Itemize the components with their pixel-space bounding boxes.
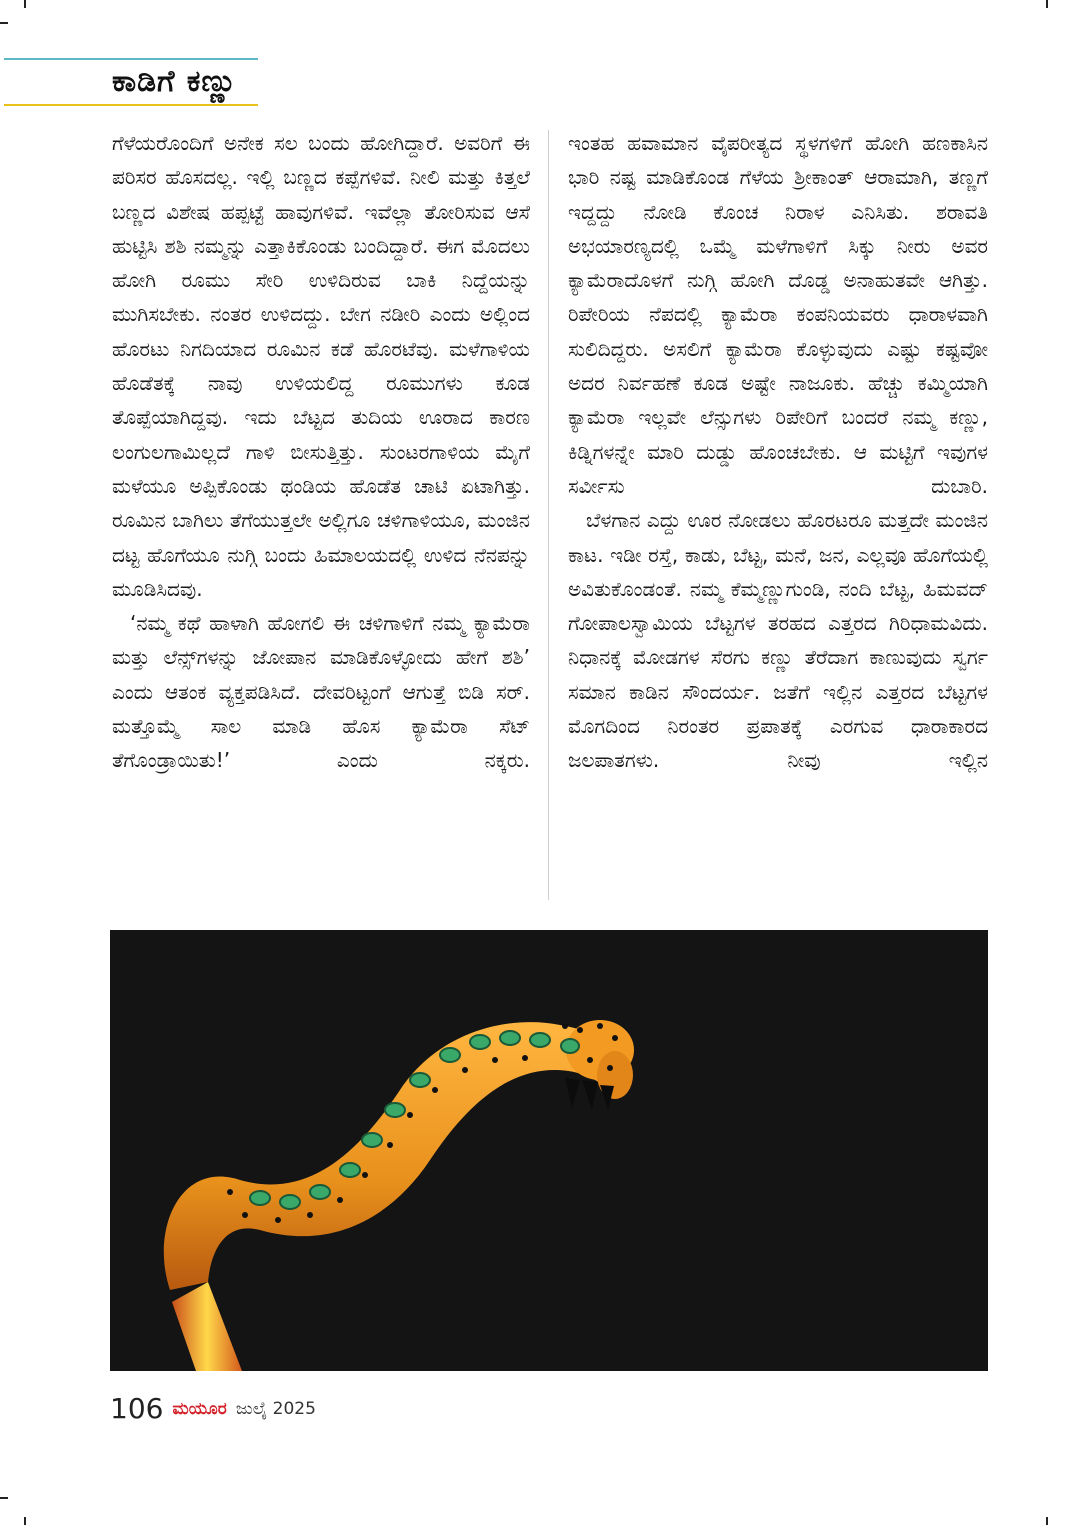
article-paragraph: ಇಂತಹ ಹವಾಮಾನ ವೈಪರೀತ್ಯದ ಸ್ಥಳಗಳಿಗೆ ಹೋಗಿ ಹಣಕಾಸಿನ ಭಾರಿ ನಷ್ಟ ಮಾಡಿಕೊಂಡ ಗೆಳೆಯ ಶ್ರೀಕಾಂತ್ ಆರಾಮಾಗಿ, ತಣ್ಣಗೆ ಇದ್ದದ್ದು ನೋಡಿ ಕೊಂಚ ನಿರಾಳ ಎನಿಸಿತು. ಶರಾವತಿ ಅಭಯಾರಣ್ಯದಲ್ಲಿ ಒಮ್ಮೆ ಮಳೆಗಾಳಿಗೆ ಸಿಕ್ಕು ನೀರು ಅವರ ಕ್ಯಾಮೆರಾದೊಳಗೆ ನುಗ್ಗಿ ಹೋಗಿ ದೊಡ್ಡ ಅನಾಹುತವೇ ಆಗಿತ್ತು. ರಿಪೇರಿಯ ನೆಪದಲ್ಲಿ ಕ್ಯಾಮೆರಾ ಕಂಪನಿಯವರು ಧಾರಾಳವಾಗಿ ಸುಲಿದಿದ್ದರು. ಅಸಲಿಗೆ ಕ್ಯಾಮೆರಾ ಕೊಳ್ಳುವುದು ಎಷ್ಟು ಕಷ್ಟವೋ ಅದರ ನಿರ್ವಹಣೆ ಕೂಡ ಅಷ್ಟೇ ನಾಜೂಕು. ಹೆಚ್ಚು ಕಮ್ಮಿಯಾಗಿ ಕ್ಯಾಮೆರಾ ಇಲ್ಲವೇ ಲೆನ್ಸುಗಳು ರಿಪೇರಿಗೆ ಬಂದರೆ ನಮ್ಮ ಕಣ್ಣು, ಕಿಡ್ನಿಗಳನ್ನೇ ಮಾರಿ ದುಡ್ಡು ಹೊಂಚಬೇಕು. ಆ ಮಟ್ಟಿಗೆ ಇವುಗಳ ಸರ್ವೀಸು ದುಬಾರಿ. — [568, 131, 988, 498]
caterpillar-illustration — [110, 930, 988, 1371]
crop-mark-left-upper — [0, 22, 8, 24]
crop-mark-top-left — [24, 0, 26, 8]
page-footer — [110, 1392, 316, 1428]
magazine-logo: ಮಯೂರ — [172, 1398, 227, 1419]
header-rule-top — [4, 58, 258, 60]
article-column-left — [112, 126, 530, 778]
article-paragraph: ‘ನಮ್ಮ ಕಥೆ ಹಾಳಾಗಿ ಹೋಗಲಿ ಈ ಚಳಿಗಾಳಿಗೆ ನಮ್ಮ ಕ್ಯಾಮೆರಾ ಮತ್ತು ಲೆನ್ಸ್‌ಗಳನ್ನು ಜೋಪಾನ ಮಾಡಿಕೊಳ್ಳೋದು ಹೇಗೆ ಶಶಿ’ ಎಂದು ಆತಂಕ ವ್ಯಕ್ತಪಡಿಸಿದೆ. ದೇವರಿಟ್ಟಂಗೆ ಆಗುತ್ತೆ ಬಿಡಿ ಸರ್. ಮತ್ತೊಮ್ಮೆ ಸಾಲ ಮಾಡಿ ಹೊಸ ಕ್ಯಾಮೆರಾ ಸೆಟ್ ತೆಗೊಂಡ್ರಾಯಿತು!’ ಎಂದು ನಕ್ಕರು. — [112, 611, 530, 773]
crop-mark-bottom-left — [24, 1517, 26, 1525]
article-paragraph: ಗೆಳೆಯರೊಂದಿಗೆ ಅನೇಕ ಸಲ ಬಂದು ಹೋಗಿದ್ದಾರೆ. ಅವರಿಗೆ ಈ ಪರಿಸರ ಹೊಸದಲ್ಲ. ಇಲ್ಲಿ ಬಣ್ಣದ ಕಪ್ಪೆಗಳಿವೆ. ನೀಲಿ ಮತ್ತು ಕಿತ್ತಲೆ ಬಣ್ಣದ ವಿಶೇಷ ಹಪ್ಪಟ್ಟೆ ಹಾವುಗಳಿವೆ. ಇವೆಲ್ಲಾ ತೋರಿಸುವ ಆಸೆ ಹುಟ್ಟಿಸಿ ಶಶಿ ನಮ್ಮನ್ನು ಎತ್ತಾಕಿಕೊಂಡು ಬಂದಿದ್ದಾರೆ. ಈಗ ಮೊದಲು ಹೋಗಿ ರೂಮು ಸೇರಿ ಉಳಿದಿರುವ ಬಾಕಿ ನಿದ್ದೆಯನ್ನು ಮುಗಿಸಬೇಕು. ನಂತರ ಉಳಿದದ್ದು. ಬೇಗ ನಡೀರಿ ಎಂದು ಅಲ್ಲಿಂದ ಹೊರಟು ನಿಗದಿಯಾದ ರೂಮಿನ ಕಡೆ ಹೊರಟೆವು. ಮಳೆಗಾಳಿಯ ಹೊಡೆತಕ್ಕೆ ನಾವು ಉಳಿಯಲಿದ್ದ ರೂಮುಗಳು ಕೂಡ ತೊಪ್ಪೆಯಾಗಿದ್ದವು. ಇದು ಬೆಟ್ಟದ ತುದಿಯ ಊರಾದ ಕಾರಣ ಲಂಗುಲಗಾಮಿಲ್ಲದೆ ಗಾಳಿ ಬೀಸುತ್ತಿತ್ತು. ಸುಂಟರಗಾಳಿಯ ಮೈಗೆ ಮಳೆಯೂ ಅಪ್ಪಿಕೊಂಡು ಥಂಡಿಯ ಹೊಡೆತ ಚಾಟಿ ಏಟಾಗಿತ್ತು. ರೂಮಿನ ಬಾಗಿಲು ತೆಗೆಯುತ್ತಲೇ ಅಲ್ಲಿಗೂ ಚಳಿಗಾಳಿಯೂ, ಮಂಜಿನ ದಟ್ಟ ಹೊಗೆಯೂ ನುಗ್ಗಿ ಬಂದು ಹಿಮಾಲಯದಲ್ಲಿ ಉಳಿದ ನೆನಪನ್ನು ಮೂಡಿಸಿದವು. — [112, 131, 530, 601]
article-column-right — [568, 126, 988, 778]
issue-date: ಜುಲೈ 2025 — [235, 1398, 316, 1419]
crop-mark-bottom-right — [1046, 1517, 1048, 1525]
section-title: ಕಾಡಿಗೆ ಕಣ್ಣು — [112, 64, 238, 99]
crop-mark-left-lower — [0, 1497, 8, 1499]
caterpillar-photo — [110, 930, 988, 1371]
article-paragraph: ಬೆಳಗಾನ ಎದ್ದು ಊರ ನೋಡಲು ಹೊರಟರೂ ಮತ್ತದೇ ಮಂಜಿನ ಕಾಟ. ಇಡೀ ರಸ್ತೆ, ಕಾಡು, ಬೆಟ್ಟ, ಮನೆ, ಜನ, ಎಲ್ಲವೂ ಹೊಗೆಯಲ್ಲಿ ಅವಿತುಕೊಂಡಂತೆ. ನಮ್ಮ ಕೆಮ್ಮಣ್ಣುಗುಂಡಿ, ನಂದಿ ಬೆಟ್ಟ, ಹಿಮವದ್ ಗೋಪಾಲಸ್ವಾಮಿಯ ಬೆಟ್ಟಗಳ ತರಹದ ಎತ್ತರದ ಗಿರಿಧಾಮವಿದು. ನಿಧಾನಕ್ಕೆ ಮೋಡಗಳ ಸೆರಗು ಕಣ್ಣು ತೆರೆದಾಗ ಕಾಣುವುದು ಸ್ವರ್ಗ ಸಮಾನ ಕಾಡಿನ ಸೌಂದರ್ಯ. ಜತೆಗೆ ಇಲ್ಲಿನ ಎತ್ತರದ ಬೆಟ್ಟಗಳ ಮೊಗದಿಂದ ನಿರಂತರ ಪ್ರಪಾತಕ್ಕೆ ಎರಗುವ ಧಾರಾಕಾರದ ಜಲಪಾತಗಳು. ನೀವು ಇಲ್ಲಿನ — [568, 508, 988, 773]
page-number: 106 — [110, 1392, 164, 1425]
column-divider — [548, 130, 549, 900]
crop-mark-top-right — [1046, 0, 1048, 8]
header-rule-bottom — [4, 104, 258, 106]
